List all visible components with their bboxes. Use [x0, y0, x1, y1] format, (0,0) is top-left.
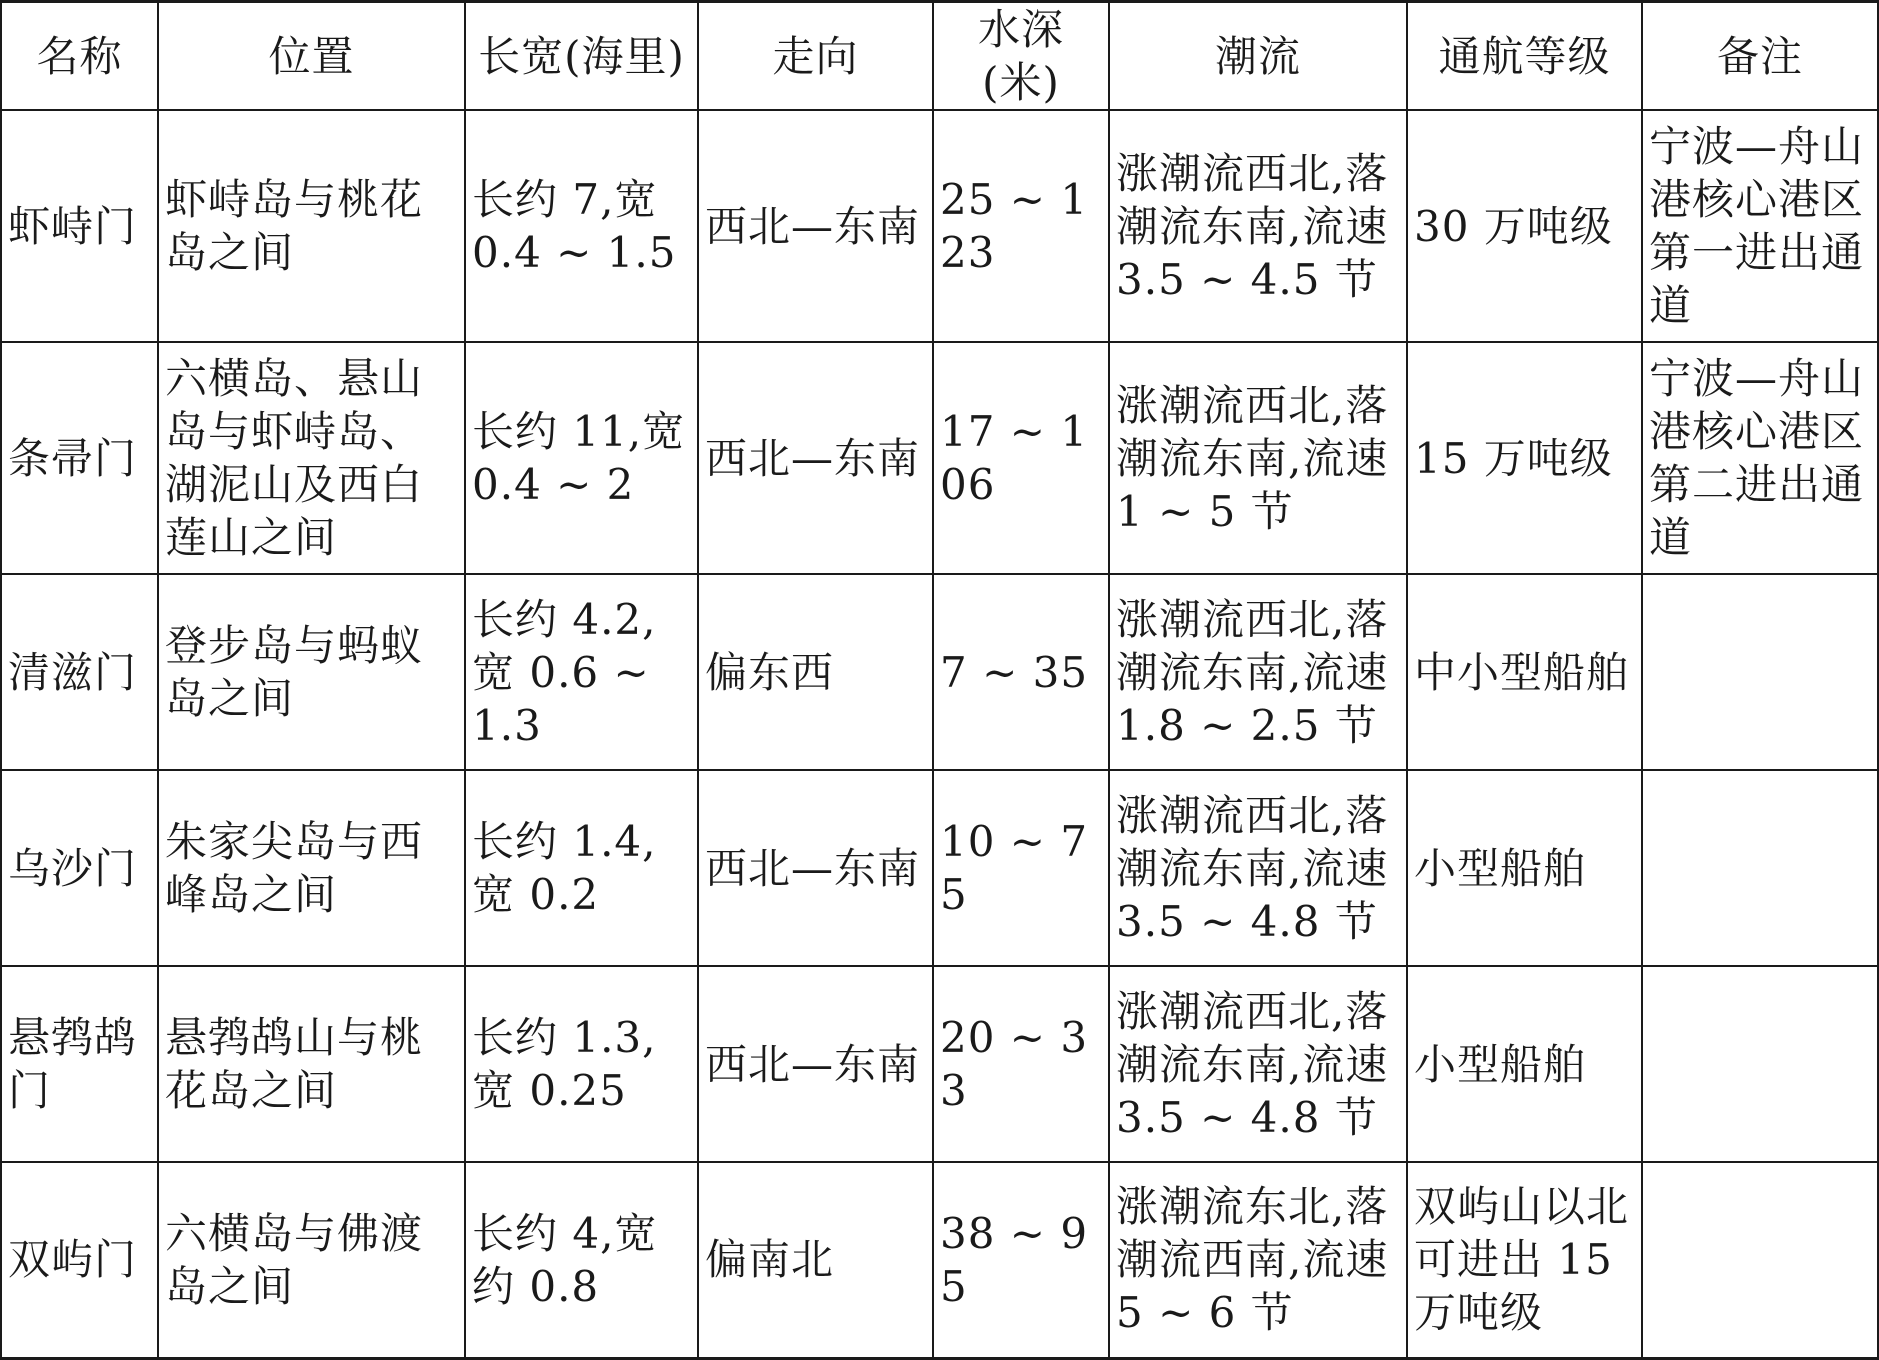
cell-name: 虾峙门: [1, 110, 158, 342]
cell-direction: 西北—东南: [698, 770, 933, 966]
cell-location: 朱家尖岛与西峰岛之间: [158, 770, 465, 966]
cell-size: 长约 4,宽约 0.8: [465, 1162, 698, 1358]
cell-direction: 西北—东南: [698, 966, 933, 1162]
cell-depth: 38 ~ 95: [933, 1162, 1109, 1358]
header-direction: 走向: [698, 2, 933, 111]
header-name: 名称: [1, 2, 158, 111]
cell-direction: 西北—东南: [698, 342, 933, 574]
cell-tide: 涨潮流东北,落潮流西南,流速 5 ~ 6 节: [1109, 1162, 1407, 1358]
cell-size: 长约 7,宽 0.4 ~ 1.5: [465, 110, 698, 342]
cell-note: 宁波—舟山港核心港区第二进出通道: [1642, 342, 1878, 574]
cell-location: 六横岛与佛渡岛之间: [158, 1162, 465, 1358]
cell-tide: 涨潮流西北,落潮流东南,流速 1.8 ~ 2.5 节: [1109, 574, 1407, 770]
table-row: [1, 342, 1878, 574]
table-row: [1, 574, 1878, 770]
cell-note: [1642, 1162, 1878, 1358]
cell-direction: 偏南北: [698, 1162, 933, 1358]
table-row: [1, 770, 1878, 966]
table-row: [1, 966, 1878, 1162]
table-row: [1, 1162, 1878, 1358]
header-size: 长宽(海里): [465, 2, 698, 111]
cell-location: 虾峙岛与桃花岛之间: [158, 110, 465, 342]
header-location: 位置: [158, 2, 465, 111]
cell-location: 六横岛、悬山岛与虾峙岛、湖泥山及西白莲山之间: [158, 342, 465, 574]
header-tide: 潮流: [1109, 2, 1407, 111]
table-row: [1, 110, 1878, 342]
cell-depth: 25 ~ 123: [933, 110, 1109, 342]
cell-note: [1642, 966, 1878, 1162]
cell-size: 长约 11,宽 0.4 ~ 2: [465, 342, 698, 574]
cell-name: 悬鹁鸪门: [1, 966, 158, 1162]
cell-note: [1642, 574, 1878, 770]
cell-size: 长约 4.2,宽 0.6 ~ 1.3: [465, 574, 698, 770]
cell-size: 长约 1.4,宽 0.2: [465, 770, 698, 966]
cell-tide: 涨潮流西北,落潮流东南,流速 3.5 ~ 4.8 节: [1109, 770, 1407, 966]
cell-grade: 小型船舶: [1407, 966, 1642, 1162]
cell-depth: 17 ~ 106: [933, 342, 1109, 574]
cell-note: [1642, 770, 1878, 966]
header-note: 备注: [1642, 2, 1878, 111]
cell-note: 宁波—舟山港核心港区第一进出通道: [1642, 110, 1878, 342]
cell-grade: 中小型船舶: [1407, 574, 1642, 770]
cell-depth: 10 ~ 75: [933, 770, 1109, 966]
cell-tide: 涨潮流西北,落潮流东南,流速 1 ~ 5 节: [1109, 342, 1407, 574]
cell-grade: 小型船舶: [1407, 770, 1642, 966]
cell-grade: 15 万吨级: [1407, 342, 1642, 574]
cell-direction: 偏东西: [698, 574, 933, 770]
cell-name: 双屿门: [1, 1162, 158, 1358]
cell-name: 清滋门: [1, 574, 158, 770]
cell-tide: 涨潮流西北,落潮流东南,流速 3.5 ~ 4.8 节: [1109, 966, 1407, 1162]
cell-grade: 双屿山以北可进出 15 万吨级: [1407, 1162, 1642, 1358]
cell-location: 悬鹁鸪山与桃花岛之间: [158, 966, 465, 1162]
header-row: [1, 2, 1878, 111]
header-grade: 通航等级: [1407, 2, 1642, 111]
cell-name: 条帚门: [1, 342, 158, 574]
cell-direction: 西北—东南: [698, 110, 933, 342]
cell-location: 登步岛与蚂蚁岛之间: [158, 574, 465, 770]
cell-tide: 涨潮流西北,落潮流东南,流速 3.5 ~ 4.5 节: [1109, 110, 1407, 342]
header-depth: 水深(米): [933, 2, 1109, 111]
cell-grade: 30 万吨级: [1407, 110, 1642, 342]
cell-depth: 20 ~ 33: [933, 966, 1109, 1162]
cell-depth: 7 ~ 35: [933, 574, 1109, 770]
cell-name: 乌沙门: [1, 770, 158, 966]
cell-size: 长约 1.3,宽 0.25: [465, 966, 698, 1162]
